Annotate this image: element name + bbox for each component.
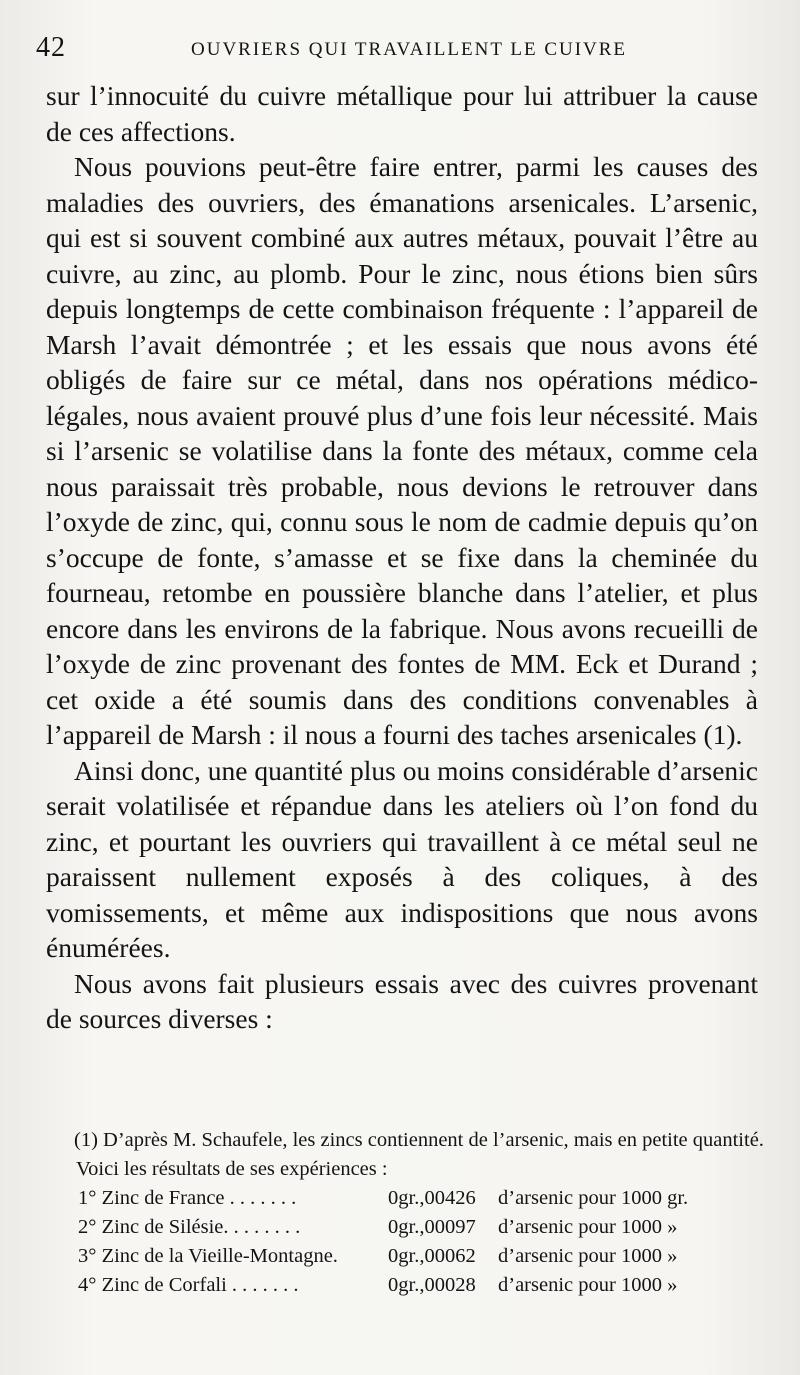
arsenic-unit: d’arsenic pour 1000 » <box>498 1216 678 1238</box>
zinc-source: 1° Zinc de France . . . . . . . <box>78 1187 297 1209</box>
paragraph-conclusion: Ainsi donc, une quantité plus ou moins considérable d’arsenic serait volatilisée et répandue dans les ateliers où l’on fond du zinc, et pourtant les ouvriers qui travaillent à ce métal seul ne paraissent nullement exposés à des coliques, à des vomissements, et même aux indispositions que nous avons énumérées. <box>46 754 758 963</box>
footnote-intro: Voici les résultats de ses expériences : <box>76 1158 388 1180</box>
arsenic-unit: d’arsenic pour 1000 gr. <box>498 1187 689 1209</box>
arsenic-amount: 0gr.,00097 <box>388 1216 476 1238</box>
page-header <box>36 30 760 70</box>
paragraph-arsenic-emanations: Nous pouvions peut-être faire entrer, parmi les causes des maladies des ouvriers, des émanations arsenicales. L’arsenic, qui est si souvent combiné aux autres métaux, pouvait l’être au cuivre, au zinc, au plomb. Pour le zinc, nous étions bien sûrs depuis longtemps de cette combinaison fréquente : l’appareil de Marsh l’avait démontrée ; et les essais que nous avons été obligés de faire sur ce métal, dans nos opérations médico-légales, nous avaient prouvé plus d’une fois leur nécessité. Mais si l’arsenic se volatilise dans la fonte des métaux, comme cela nous paraissait très probable, nous devions le retrouver dans l’oxyde de zinc, qui, connu sous le nom de cadmie depuis qu’on s’occupe de fonte, s’amasse et se fixe dans la cheminée du fourneau, retombe en poussière blanche dans l’atelier, et plus encore dans les environs de la fabrique. Nous avons recueilli de l’oxyde de zinc provenant des fontes de MM. Eck et Durand ; cet oxide a été soumis dans des conditions convenables à l’appareil de Marsh : il nous a fourni des taches arsenicales (1). <box>46 151 758 750</box>
footnote-results-table <box>56 1184 764 1300</box>
paragraph-continuation: sur l’innocuité du cuivre métallique pour lui attribuer la cause de ces affections. <box>46 80 758 147</box>
paragraph-copper-tests: Nous avons fait plusieurs essais avec des cuivres provenant de sources diverses : <box>46 967 758 1034</box>
results-row <box>56 1184 764 1213</box>
zinc-source: 4° Zinc de Corfali . . . . . . . <box>78 1274 299 1296</box>
arsenic-amount: 0gr.,00062 <box>388 1245 476 1267</box>
zinc-source: 3° Zinc de la Vieille-Montagne. <box>78 1245 338 1267</box>
results-row <box>56 1271 764 1300</box>
arsenic-unit: d’arsenic pour 1000 » <box>498 1274 678 1296</box>
arsenic-amount: 0gr.,00028 <box>388 1274 476 1296</box>
page-number: 42 <box>36 32 66 63</box>
zinc-source: 2° Zinc de Silésie. . . . . . . . <box>78 1216 301 1238</box>
results-row <box>56 1213 764 1242</box>
footnote <box>56 1126 764 1300</box>
footnote-text: (1) D’après M. Schaufele, les zincs contiennent de l’arsenic, mais en petite quantité. <box>74 1129 764 1151</box>
arsenic-unit: d’arsenic pour 1000 » <box>498 1245 678 1267</box>
running-head: OUVRIERS QUI TRAVAILLENT LE CUIVRE <box>191 39 628 60</box>
body-text <box>46 78 758 1037</box>
arsenic-amount: 0gr.,00426 <box>388 1187 476 1209</box>
results-row <box>56 1242 764 1271</box>
